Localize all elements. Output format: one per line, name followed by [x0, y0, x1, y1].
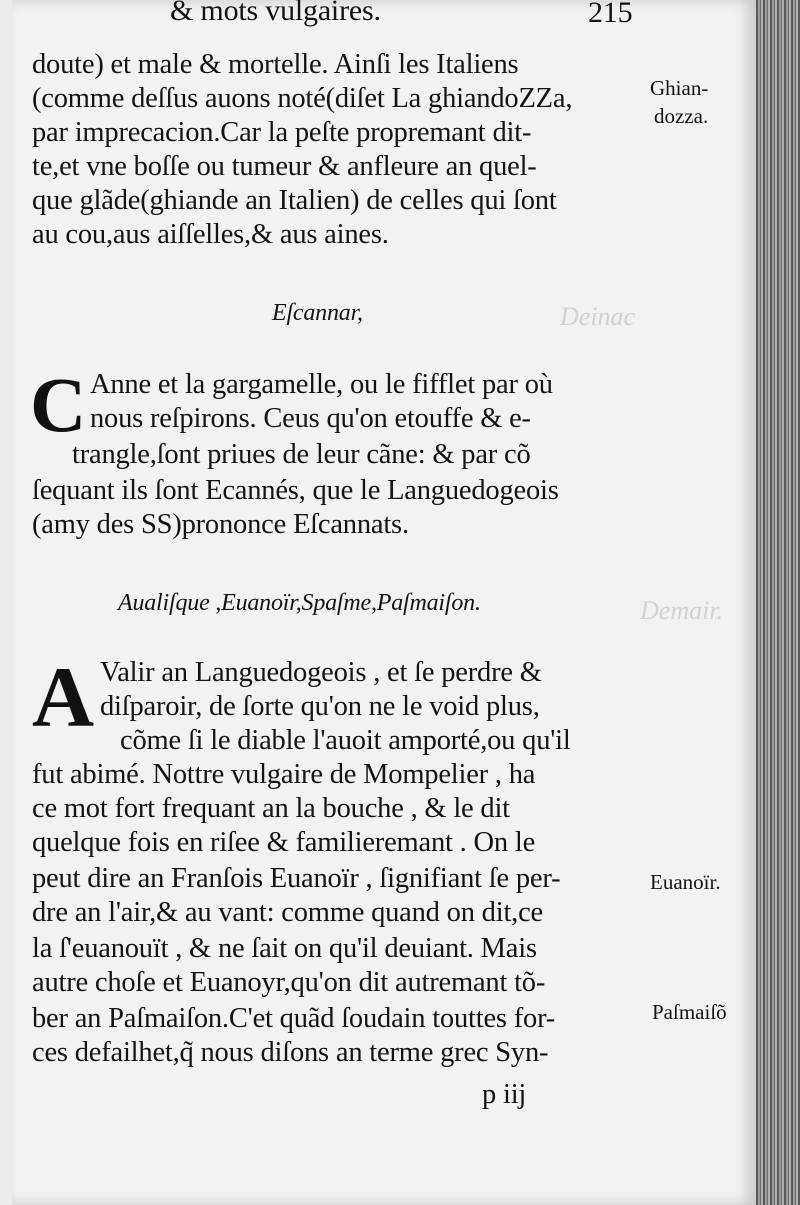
text-line: trangle,ſont priues de leur cãne: & par cõ [72, 439, 531, 470]
text-line: (comme deſſus auons noté(diſet La ghiandoZZa, [32, 83, 573, 114]
text-line: Valir an Languedogeois , et ſe perdre & [100, 657, 542, 688]
section-heading: Aualiſque ,Euanoïr,Spaſme,Paſmaiſon. [118, 590, 481, 616]
margin-note: dozza. [654, 104, 709, 128]
text-line: doute) et male & mortelle. Ainſi les Italiens [32, 49, 519, 80]
text-line: fut abimé. Nottre vulgaire de Mompelier , ha [32, 759, 536, 790]
page-number: 215 [588, 0, 633, 29]
text-line: au cou,aus aiſſelles,& aus aines. [32, 219, 389, 250]
text-line: ſequant ils ſont Ecannés, que le Languedogeois [32, 475, 559, 506]
running-title: & mots vulgaires. [170, 0, 381, 27]
show-through-text: Demair. [640, 596, 724, 625]
text-line: dre an l'air,& au vant: comme quand on dit,ce [32, 897, 543, 928]
text-line: autre choſe et Euanoyr,qu'on dit autremant tõ- [32, 967, 546, 998]
text-line: ber an Paſmaiſon.C'et quãd ſoudain touttes for- [32, 1003, 556, 1034]
page-edges [756, 0, 800, 1205]
drop-cap: C [30, 361, 87, 448]
margin-note: Paſmaiſõ [652, 1000, 727, 1024]
text-line: nous reſpirons. Ceus qu'on etouffe & e- [90, 403, 531, 434]
section-heading: Eſcannar, [272, 300, 363, 326]
text-line: ce mot fort frequant an la bouche , & le dit [32, 793, 510, 824]
text-line: ces defailhet,q̃ nous diſons an terme grec Syn- [32, 1037, 549, 1068]
margin-note: Ghian- [650, 76, 709, 100]
show-through-text: Deinac [560, 302, 636, 331]
text-line: peut dire an Franſois Euanoïr , ſignifiant ſe per- [32, 863, 561, 894]
text-line: cõme ſi le diable l'auoit amporté,ou qu'il [120, 725, 571, 756]
text-line: par imprecacion.Car la peſte propremant dit- [32, 117, 532, 148]
text-line: la ſ'euanouït , & ne ſait on qu'il deuiant. Mais [32, 933, 537, 964]
drop-cap: A [32, 649, 95, 745]
text-line: te,et vne boſſe ou tumeur & anfleure an quel- [32, 151, 537, 182]
text-line: que glãde(ghiande an Italien) de celles qui ſont [32, 185, 557, 216]
text-line: quelque fois en riſee & familieremant . On le [32, 827, 536, 858]
margin-note: Euanoïr. [650, 870, 721, 894]
text-line: diſparoir, de ſorte qu'on ne le void plus, [100, 691, 540, 722]
text-line: Anne et la gargamelle, ou le fifflet par où [90, 369, 553, 400]
signature-mark: p iij [482, 1079, 527, 1110]
text-line: (amy des SS)prononce Eſcannats. [32, 509, 409, 540]
